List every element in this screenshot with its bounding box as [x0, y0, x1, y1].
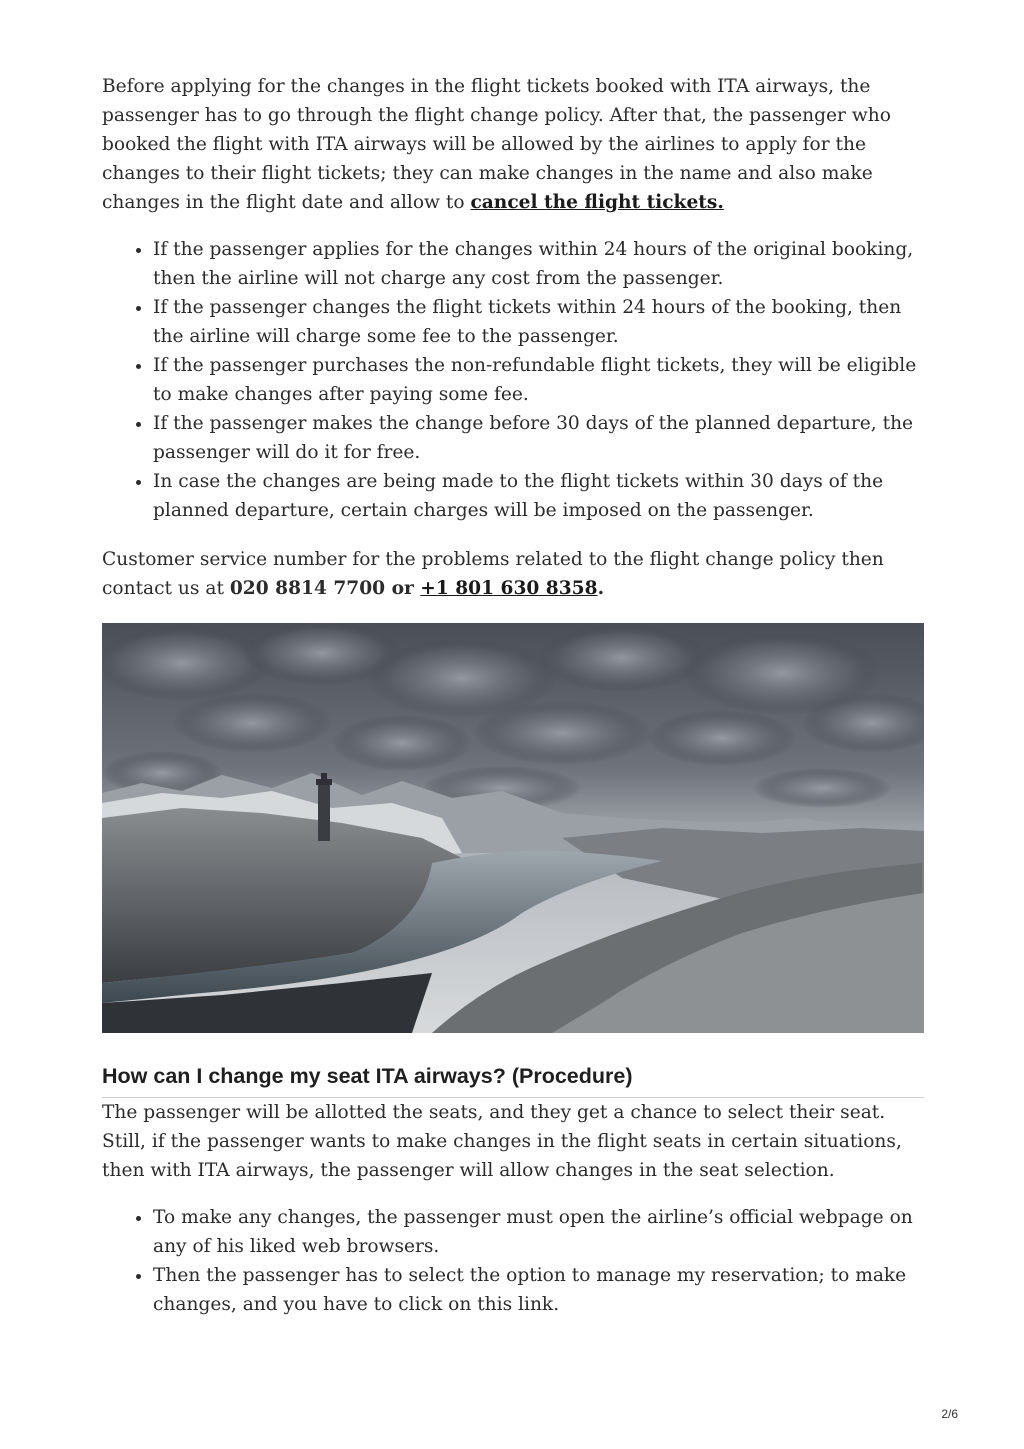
section-paragraph: The passenger will be allotted the seats, and they get a chance to select their seat. Still, if the passenger wants to make changes in the flight seats in certain situations, then with ITA airways, the passenger will allow changes in the seat selection. [102, 1102, 902, 1181]
intro-text: Before applying for the changes in the flight tickets booked with ITA airways, the passenger has to go through the flight change policy. After that, the passenger who booked the flight with ITA airways will be allowed by the airlines to apply for the changes to their flight tickets; they can make changes in the name and also make changes in the flight date and allow to [102, 76, 891, 213]
section-heading: How can I change my seat ITA airways? (Procedure) [102, 1061, 924, 1098]
list-item: • If the passenger makes the change before 30 days of the planned departure, the passenger will do it for free. [153, 409, 924, 467]
list-item: • If the passenger purchases the non-refundable flight tickets, they will be eligible to make changes after paying some fee. [153, 351, 924, 409]
contact-end: . [597, 578, 605, 599]
policy-list [102, 235, 924, 525]
list-item: • If the passenger changes the flight tickets within 24 hours of the booking, then the airline will charge some fee to the passenger. [153, 293, 924, 351]
page-number: 2/6 [941, 1407, 958, 1421]
list-item: • Then the passenger has to select the option to manage my reservation; to make changes, and you have to click on this link. [153, 1261, 924, 1319]
intro-paragraph [102, 72, 924, 217]
landscape-photo [102, 623, 924, 1033]
list-item: • In case the changes are being made to the flight tickets within 30 days of the planned departure, certain charges will be imposed on the passenger. [153, 467, 924, 525]
article-content [102, 72, 924, 1319]
list-item: • To make any changes, the passenger must open the airline’s official webpage on any of his liked web browsers. [153, 1203, 924, 1261]
contact-text: Customer service number for the problems related to the flight change policy then contact us at [102, 549, 884, 599]
phone-number-uk: 020 8814 7700 or [229, 578, 421, 599]
cancel-tickets-link[interactable]: cancel the flight tickets. [470, 192, 724, 213]
phone-number-link[interactable]: +1 801 630 8358 [420, 578, 598, 599]
procedure-list [102, 1203, 924, 1319]
contact-paragraph [102, 545, 924, 603]
list-item: • If the passenger applies for the changes within 24 hours of the original booking, then the airline will not charge any cost from the passenger. [153, 235, 924, 293]
